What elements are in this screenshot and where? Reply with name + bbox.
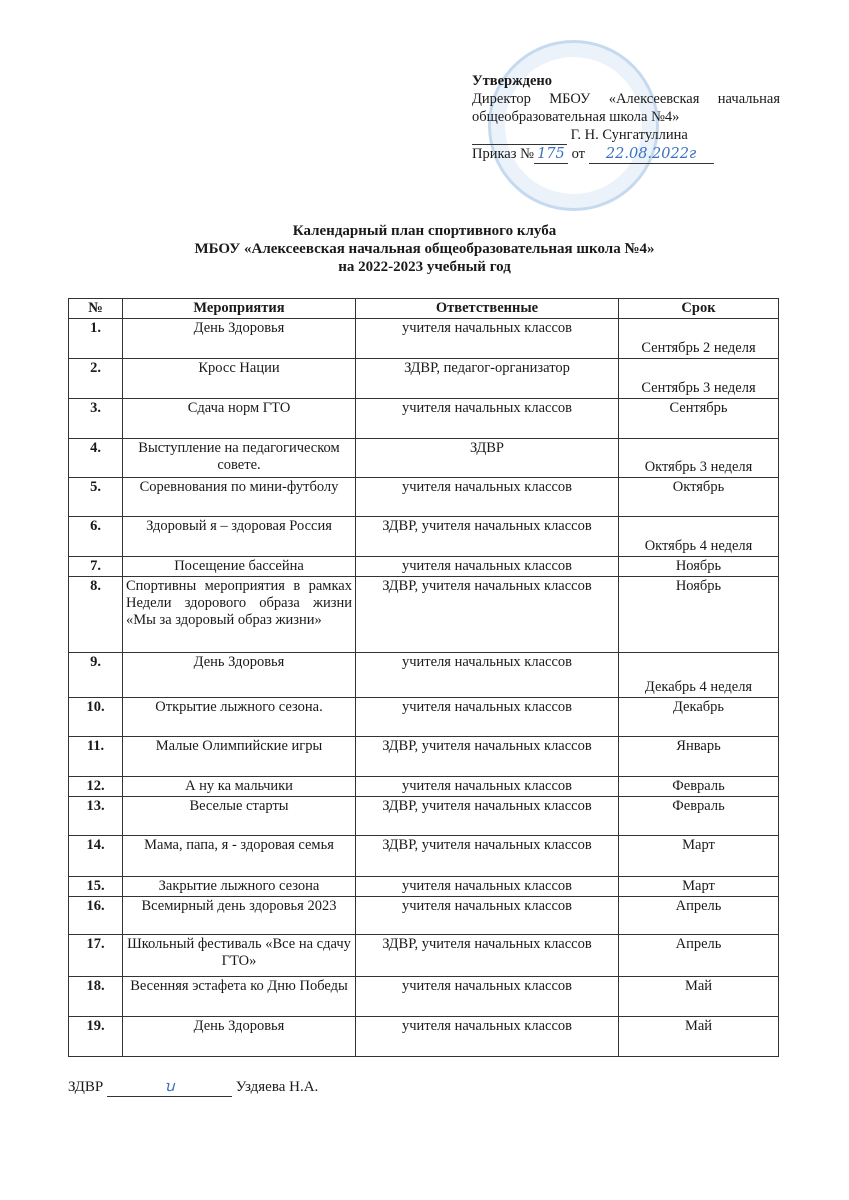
row-responsible: ЗДВР, учителя начальных классов (356, 836, 619, 877)
table-row (69, 836, 779, 877)
row-responsible: учителя начальных классов (356, 977, 619, 1017)
table-row (69, 557, 779, 577)
table-row (69, 478, 779, 517)
row-responsible: учителя начальных классов (356, 653, 619, 698)
row-responsible: ЗДВР, учителя начальных классов (356, 935, 619, 977)
table-row (69, 797, 779, 836)
table-row (69, 698, 779, 737)
row-responsible: учителя начальных классов (356, 478, 619, 517)
order-line (472, 145, 780, 164)
director-signature-line (472, 126, 780, 145)
row-term: Март (619, 877, 779, 897)
row-event: День Здоровья (123, 653, 356, 698)
row-event: День Здоровья (123, 319, 356, 359)
table-header (69, 299, 779, 319)
row-responsible: учителя начальных классов (356, 319, 619, 359)
row-term: Сентябрь 2 неделя (619, 319, 779, 359)
row-num: 6. (69, 517, 123, 557)
footer-role: ЗДВР (68, 1079, 104, 1095)
row-event: День Здоровья (123, 1017, 356, 1057)
row-term: Сентябрь (619, 399, 779, 439)
row-event: Выступление на педагогическом совете. (123, 439, 356, 478)
header-num: № (69, 299, 123, 319)
table-row (69, 399, 779, 439)
row-term: Февраль (619, 777, 779, 797)
order-from: от (571, 146, 585, 162)
row-event: А ну ка мальчики (123, 777, 356, 797)
row-num: 1. (69, 319, 123, 359)
row-event: Спортивны мероприятия в рамках Недели здорового образа жизни «Мы за здоровый образ жизни» (123, 577, 356, 653)
row-num: 16. (69, 897, 123, 935)
row-responsible: учителя начальных классов (356, 399, 619, 439)
row-event: Малые Олимпийские игры (123, 737, 356, 777)
row-term: Октябрь (619, 478, 779, 517)
row-responsible: учителя начальных классов (356, 877, 619, 897)
row-responsible: учителя начальных классов (356, 698, 619, 737)
row-term: Февраль (619, 797, 779, 836)
table-row (69, 737, 779, 777)
row-num: 7. (69, 557, 123, 577)
table-row (69, 777, 779, 797)
table-row (69, 897, 779, 935)
row-event: Веселые старты (123, 797, 356, 836)
table-row (69, 359, 779, 399)
director-name: Г. Н. Сунгатуллина (570, 127, 688, 143)
row-num: 8. (69, 577, 123, 653)
row-event: Закрытие лыжного сезона (123, 877, 356, 897)
approval-line2: общеобразовательная школа №4» (472, 109, 680, 125)
row-responsible: ЗДВР, учителя начальных классов (356, 737, 619, 777)
row-term: Апрель (619, 897, 779, 935)
row-event: Кросс Нации (123, 359, 356, 399)
header-responsible: Ответственные (356, 299, 619, 319)
row-term: Январь (619, 737, 779, 777)
table-row (69, 577, 779, 653)
row-num: 3. (69, 399, 123, 439)
row-num: 10. (69, 698, 123, 737)
approval-line1: Директор МБОУ «Алексеевская начальная (472, 91, 780, 107)
row-num: 19. (69, 1017, 123, 1057)
row-num: 13. (69, 797, 123, 836)
table-row (69, 935, 779, 977)
row-num: 14. (69, 836, 123, 877)
row-responsible: учителя начальных классов (356, 557, 619, 577)
row-term: Декабрь (619, 698, 779, 737)
row-event: Здоровый я – здоровая Россия (123, 517, 356, 557)
table-row (69, 1017, 779, 1057)
row-responsible: ЗДВР, учителя начальных классов (356, 797, 619, 836)
row-num: 11. (69, 737, 123, 777)
row-term: Сентябрь 3 неделя (619, 359, 779, 399)
approval-heading: Утверждено (472, 73, 552, 89)
table-row (69, 653, 779, 698)
title-line2: МБОУ «Алексеевская начальная общеобразовательная школа №4» (194, 241, 655, 257)
row-responsible: ЗДВР, педагог-организатор (356, 359, 619, 399)
footer-name: Уздяева Н.А. (235, 1079, 319, 1095)
row-responsible: ЗДВР, учителя начальных классов (356, 517, 619, 557)
header-term: Срок (619, 299, 779, 319)
order-label: Приказ № (472, 146, 534, 162)
row-num: 4. (69, 439, 123, 478)
table-row (69, 439, 779, 478)
row-responsible: учителя начальных классов (356, 777, 619, 797)
order-date: 22.08.2022г (589, 145, 714, 164)
signature: ꭒ (107, 1076, 232, 1097)
row-event: Весенняя эстафета ко Дню Победы (123, 977, 356, 1017)
row-event: Сдача норм ГТО (123, 399, 356, 439)
row-event: Открытие лыжного сезона. (123, 698, 356, 737)
row-responsible: учителя начальных классов (356, 1017, 619, 1057)
row-event: Школьный фестиваль «Все на сдачу ГТО» (123, 935, 356, 977)
table-row (69, 517, 779, 557)
row-num: 5. (69, 478, 123, 517)
row-responsible: учителя начальных классов (356, 897, 619, 935)
table-row (69, 877, 779, 897)
row-event: Посещение бассейна (123, 557, 356, 577)
table-row (69, 319, 779, 359)
table-row (69, 977, 779, 1017)
header-event: Мероприятия (123, 299, 356, 319)
row-num: 9. (69, 653, 123, 698)
row-term: Декабрь 4 неделя (619, 653, 779, 698)
row-term: Май (619, 977, 779, 1017)
footer-signature (68, 1076, 318, 1097)
row-responsible: ЗДВР (356, 439, 619, 478)
approval-block (472, 72, 780, 164)
row-num: 17. (69, 935, 123, 977)
row-term: Ноябрь (619, 577, 779, 653)
row-term: Октябрь 3 неделя (619, 439, 779, 478)
row-event: Мама, папа, я - здоровая семья (123, 836, 356, 877)
document-title (0, 222, 849, 276)
row-term: Апрель (619, 935, 779, 977)
events-table (68, 298, 779, 1057)
row-num: 2. (69, 359, 123, 399)
order-number: 175 (534, 145, 568, 164)
row-event: Соревнования по мини-футболу (123, 478, 356, 517)
row-term: Октябрь 4 неделя (619, 517, 779, 557)
row-term: Ноябрь (619, 557, 779, 577)
row-event: Всемирный день здоровья 2023 (123, 897, 356, 935)
row-num: 12. (69, 777, 123, 797)
row-responsible: ЗДВР, учителя начальных классов (356, 577, 619, 653)
row-num: 15. (69, 877, 123, 897)
row-num: 18. (69, 977, 123, 1017)
title-line1: Календарный план спортивного клуба (292, 223, 557, 239)
row-term: Май (619, 1017, 779, 1057)
title-line3: на 2022-2023 учебный год (338, 259, 511, 275)
row-term: Март (619, 836, 779, 877)
